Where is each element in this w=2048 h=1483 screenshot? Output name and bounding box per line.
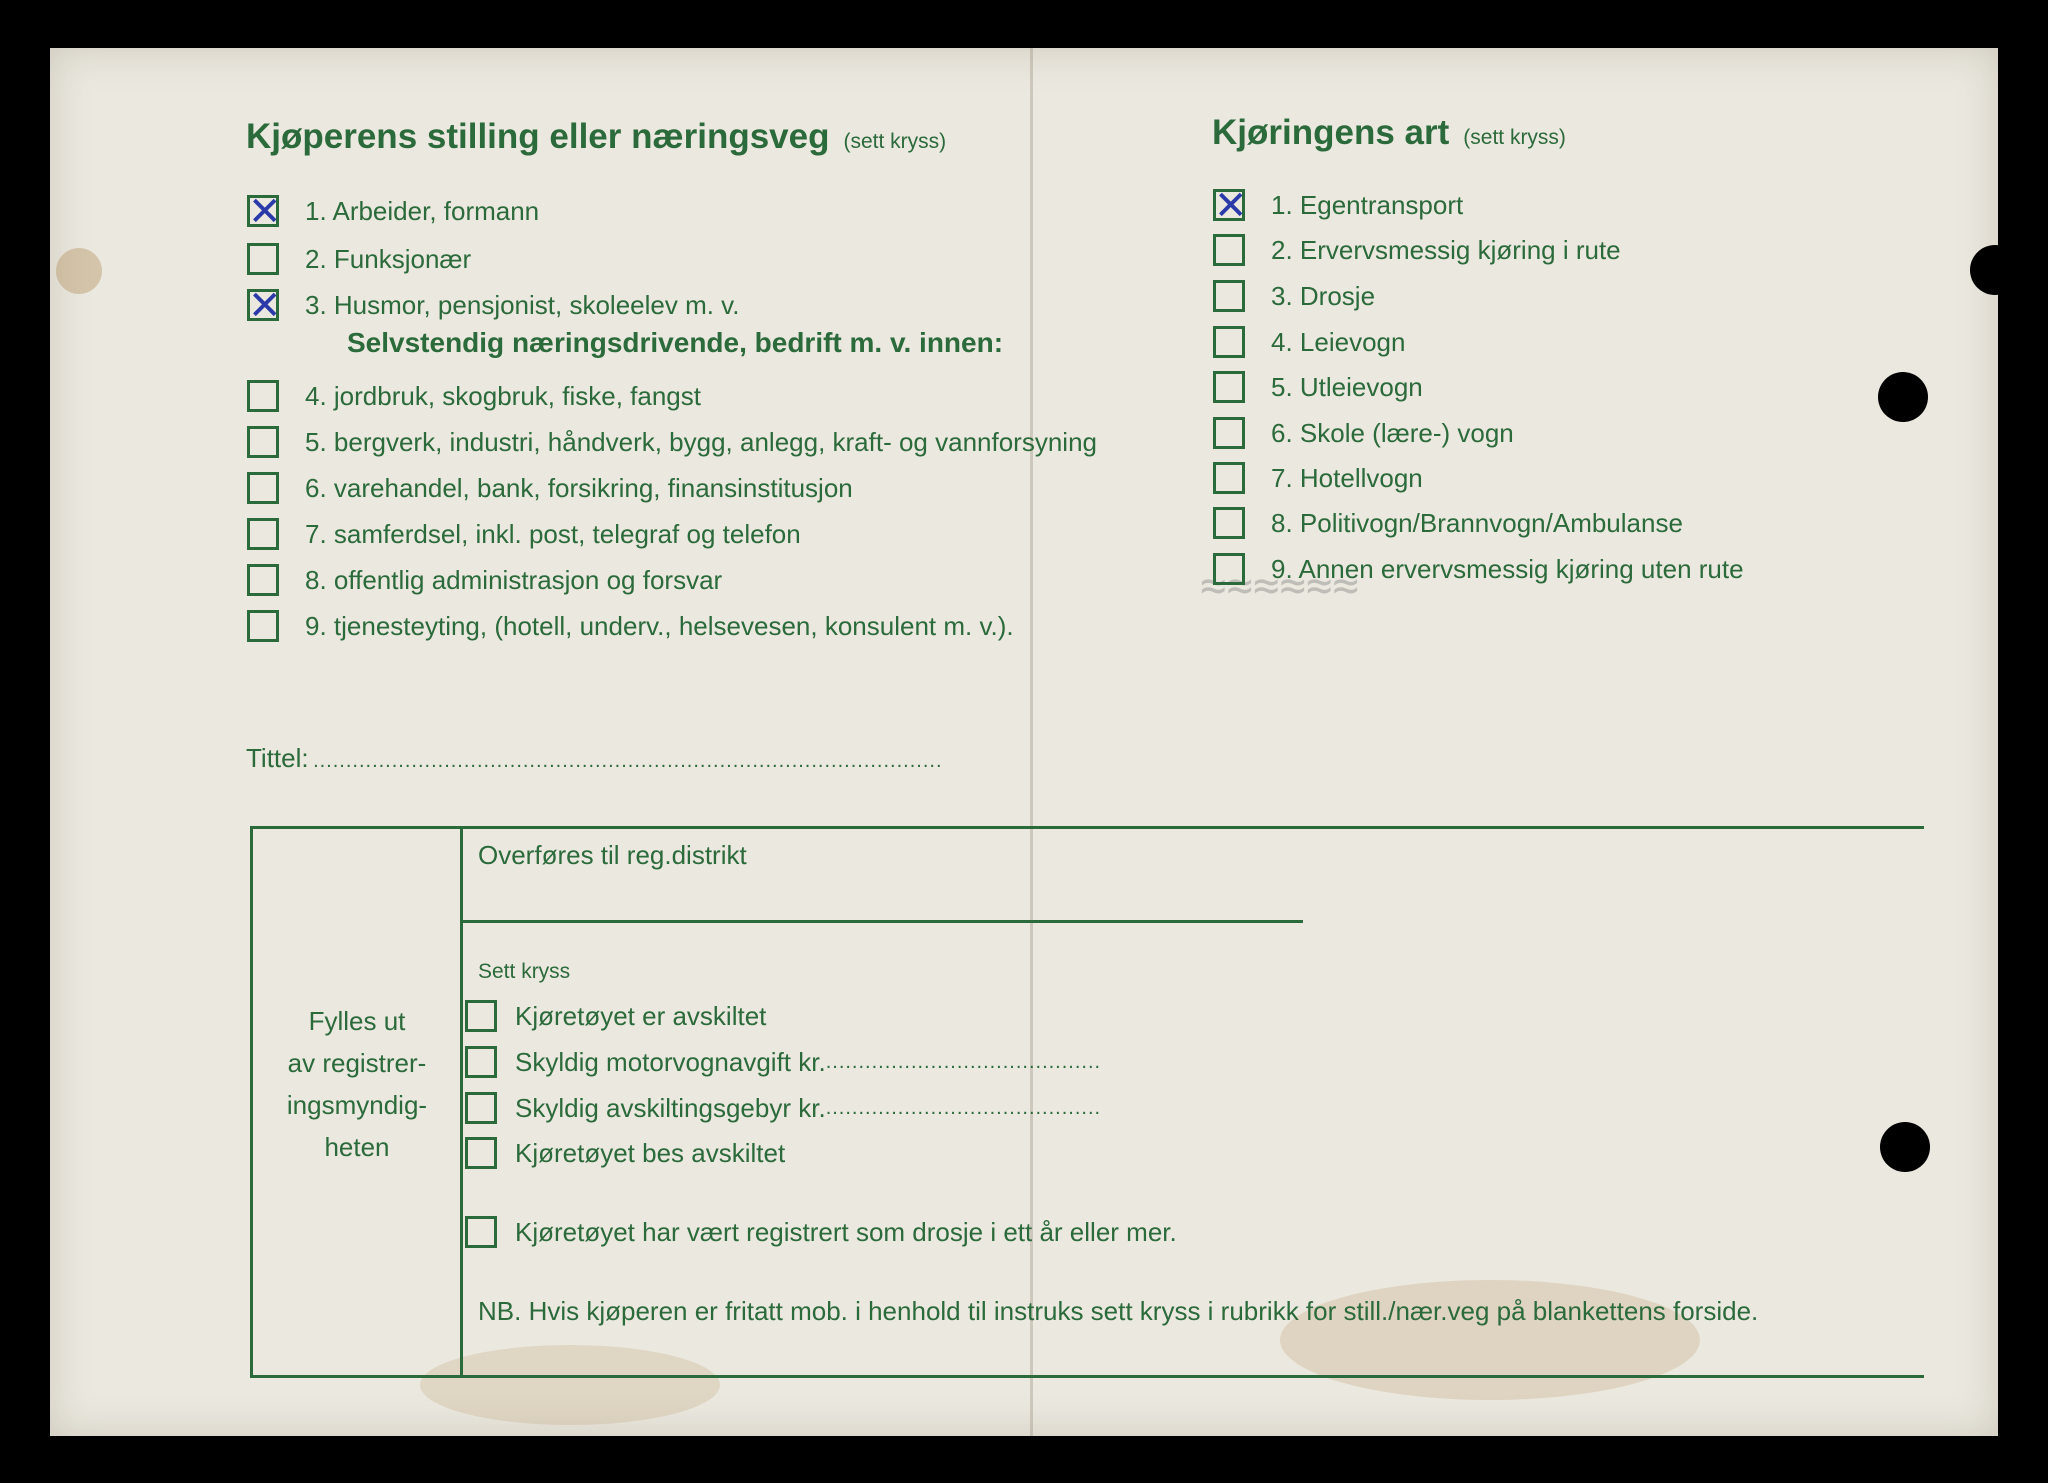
right-item-1[interactable] [1213,183,1464,229]
punch-hole [1880,1122,1930,1172]
side-label-line: Fylles ut [308,1006,406,1036]
right-heading [1212,113,1566,153]
left-item-label: 6. varehandel, bank, forsikring, finansinstitusjon [305,472,853,503]
checkbox[interactable] [465,1046,497,1078]
left-item-5[interactable] [247,424,1097,460]
left-heading-text: Kjøperens stilling eller næringsveg [246,117,830,156]
left-item-label: 7. samferdsel, inkl. post, telegraf og telefon [305,518,801,549]
right-item-4[interactable] [1213,324,1405,360]
check-avskiltet[interactable] [465,998,766,1034]
right-item-label: 2. Ervervsmessig kjøring i rute [1271,234,1621,265]
check-label: Skyldig avskiltingsgebyr kr. [515,1092,826,1123]
right-item-label: 1. Egentransport [1271,189,1464,220]
left-item-label: 5. bergverk, industri, håndverk, bygg, anlegg, kraft- og vannforsyning [305,426,1097,457]
checkbox[interactable] [247,610,279,642]
checkbox[interactable] [465,1000,497,1032]
right-item-label: 4. Leievogn [1271,326,1406,357]
ghost-bleed-through: ≈≈≈≈≈≈ [1200,560,1359,611]
left-item-8[interactable] [247,562,722,598]
stain [420,1345,720,1425]
side-label-line: ingsmyndig- [286,1090,428,1120]
left-item-7[interactable] [247,516,801,552]
box-left-border [250,826,253,1378]
checkbox[interactable] [1213,280,1245,312]
checkbox[interactable] [465,1137,497,1169]
box-divider [460,826,463,1378]
right-item-label: 8. Politivogn/Brannvogn/Ambulanse [1271,507,1683,538]
stain [56,248,102,294]
right-item-7[interactable] [1213,460,1423,496]
check-label: Kjøretøyet bes avskiltet [515,1137,786,1168]
checkbox[interactable] [247,426,279,458]
right-item-label: 6. Skole (lære-) vogn [1271,417,1514,448]
checkbox[interactable] [247,189,282,235]
left-item-label: 4. jordbruk, skogbruk, fiske, fangst [305,380,701,411]
right-item-5[interactable] [1213,369,1423,405]
right-item-3[interactable] [1213,278,1375,314]
check-label: Kjøretøyet er avskiltet [515,1000,767,1031]
right-item-label: 3. Drosje [1271,280,1376,311]
checkbox[interactable] [1213,326,1245,358]
cross-mark-icon: ✕ [1214,183,1248,229]
checkbox[interactable] [247,472,279,504]
check-label: Kjøretøyet har vært registrert som drosje i ett år eller mer. [515,1216,1177,1247]
checkbox[interactable] [1213,417,1245,449]
right-heading-text: Kjøringens art [1212,113,1450,152]
left-item-2[interactable] [247,241,471,277]
left-item-3[interactable] [247,283,740,329]
left-heading-note: (sett kryss) [843,130,947,153]
right-heading-note: (sett kryss) [1463,126,1566,149]
check-avskiltingsgebyr[interactable] [465,1090,1101,1126]
right-item-label: 7. Hotellvogn [1271,462,1423,493]
right-item-2[interactable] [1213,232,1621,268]
checkbox[interactable] [247,243,279,275]
right-item-6[interactable] [1213,415,1514,451]
left-subheading: Selvstendig næringsdrivende, bedrift m. v. innen: [347,327,1004,358]
nb-note: NB. Hvis kjøperen er fritatt mob. i henhold til instruks sett kryss i rubrikk for still./nær.veg på blankettens forside. [478,1296,1759,1326]
checkbox[interactable] [247,518,279,550]
left-heading [246,117,946,157]
box-top-border [250,826,1924,829]
left-item-label: 1. Arbeider, formann [305,195,540,226]
left-item-label: 3. Husmor, pensjonist, skoleelev m. v. [305,289,740,320]
side-label-line: heten [324,1132,390,1162]
left-item-1[interactable] [247,189,540,235]
check-bes-avskiltet[interactable] [465,1135,785,1171]
left-item-9[interactable] [247,608,1014,644]
amount-dotted-line: .......................................... [825,1050,1102,1073]
checkbox[interactable] [247,564,279,596]
left-item-label: 9. tjenesteyting, (hotell, underv., helsevesen, konsulent m. v.). [305,610,1014,641]
checkbox[interactable] [465,1216,497,1248]
checkbox[interactable] [247,380,279,412]
checkbox[interactable] [1213,183,1248,229]
punch-hole [1878,372,1928,422]
transfer-label: Overføres til reg.distrikt [478,840,747,870]
checkbox[interactable] [1213,553,1245,585]
left-item-label: 8. offentlig administrasjon og forsvar [305,564,723,595]
check-motorvognavgift[interactable] [465,1044,1101,1080]
cross-mark-icon: ✕ [248,189,282,235]
right-item-label: 9. Annen ervervsmessig kjøring uten rute [1271,553,1744,584]
left-item-label: 2. Funksjonær [305,243,472,274]
checkbox[interactable] [1213,507,1245,539]
right-item-8[interactable] [1213,505,1683,541]
checkbox[interactable] [1213,462,1245,494]
transfer-line [463,920,1303,923]
side-label [262,1000,452,1168]
checkbox[interactable] [465,1092,497,1124]
right-item-label: 5. Utleievogn [1271,371,1423,402]
sett-kryss-label: Sett kryss [478,960,571,983]
left-item-4[interactable] [247,378,701,414]
checkbox[interactable] [247,283,282,329]
punch-hole [1970,245,2020,295]
tittel-dotted-line: ................................................................................................ [313,750,943,772]
check-label: Skyldig motorvognavgift kr. [515,1046,826,1077]
checkbox[interactable] [1213,371,1245,403]
cross-mark-icon: ✕ [248,283,282,329]
amount-dotted-line: .......................................... [825,1096,1102,1119]
right-item-9[interactable] [1213,551,1744,587]
side-label-line: av registrer- [287,1048,427,1078]
tittel-field[interactable] [246,743,943,774]
check-drosje[interactable] [465,1214,1177,1250]
tittel-label: Tittel: [246,743,309,773]
left-item-6[interactable] [247,470,853,506]
checkbox[interactable] [1213,234,1245,266]
box-bottom-border [250,1375,1924,1378]
